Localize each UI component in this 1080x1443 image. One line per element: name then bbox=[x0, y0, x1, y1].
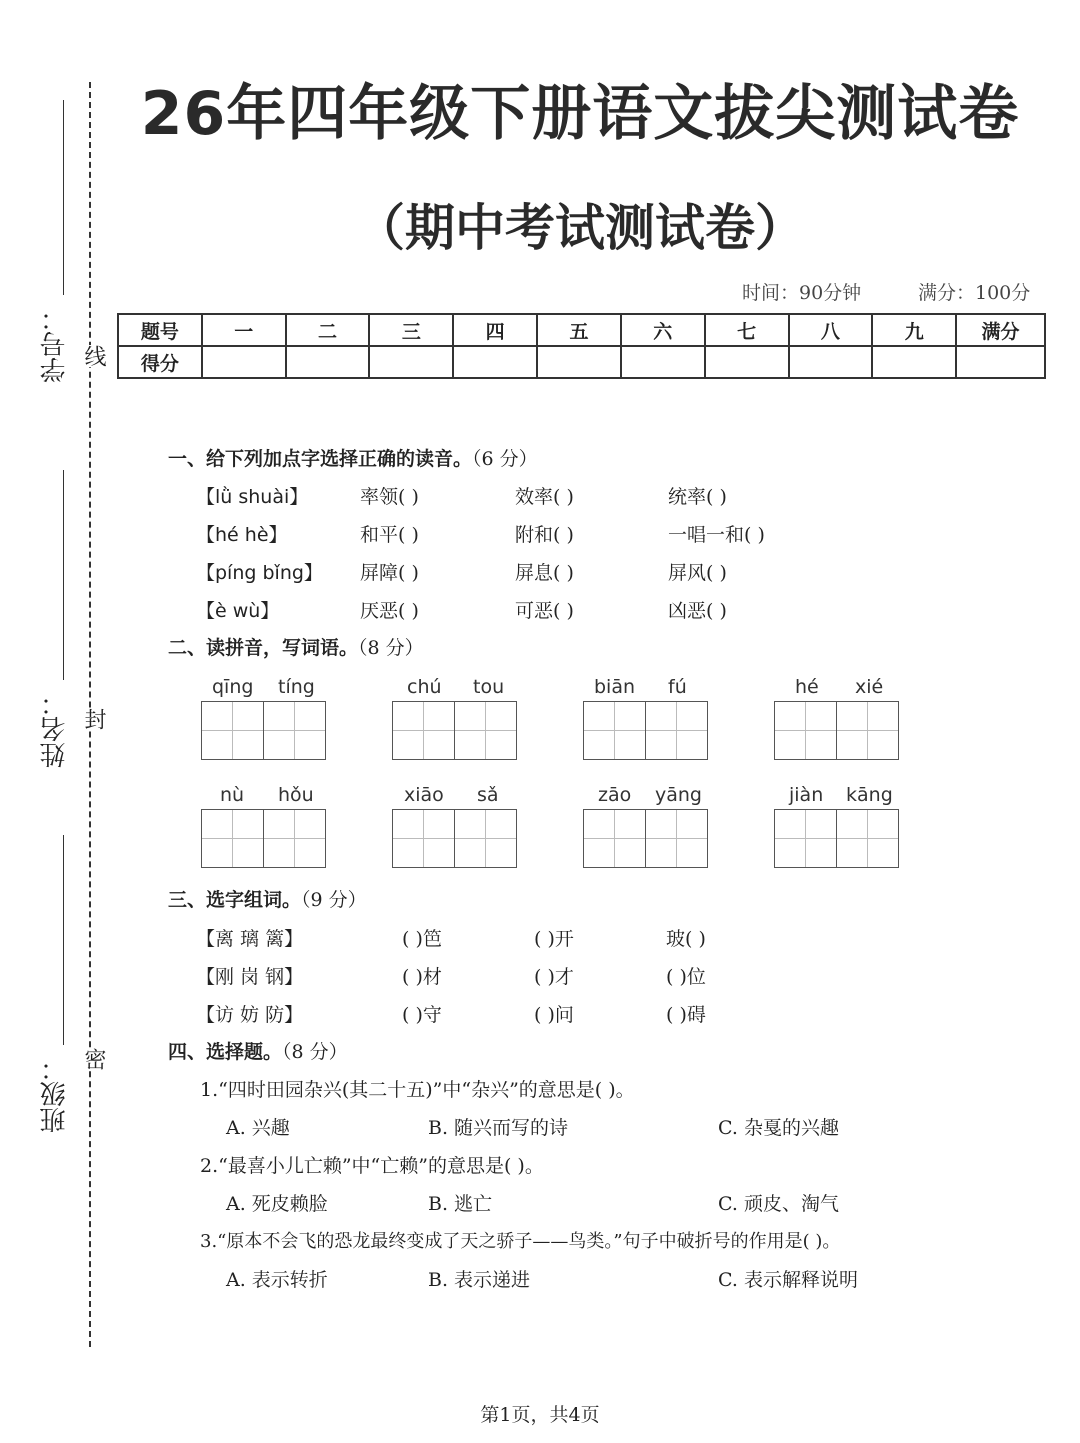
score-input-cell[interactable] bbox=[286, 346, 370, 378]
q1-pinyin-1: 【lǜ shuài】 bbox=[196, 486, 309, 508]
score-table bbox=[117, 313, 1046, 379]
pinyin-label: biān bbox=[594, 676, 636, 698]
q3-item: ( )问 bbox=[534, 1004, 574, 1026]
q3-item: ( )才 bbox=[534, 966, 574, 988]
section-3-title: 三、选字组词。 bbox=[168, 889, 302, 911]
q1-item: 附和( ) bbox=[515, 524, 574, 546]
score-table-score-row bbox=[118, 346, 1045, 378]
q4-option: A. 兴趣 bbox=[226, 1117, 290, 1139]
q1-item: 和平( ) bbox=[360, 524, 419, 546]
score-header-cell: 三 bbox=[369, 314, 453, 346]
class-label: 班级： bbox=[40, 1055, 70, 1133]
tian-grid-box[interactable] bbox=[774, 701, 837, 760]
pinyin-label: hǒu bbox=[278, 784, 314, 806]
q4-option: A. 表示转折 bbox=[226, 1269, 328, 1291]
q3-item: ( )碍 bbox=[666, 1004, 706, 1026]
tian-grid-box[interactable] bbox=[392, 809, 455, 868]
q4-option: C. 表示解释说明 bbox=[718, 1269, 858, 1291]
pinyin-label: xiāo bbox=[404, 784, 444, 806]
tian-grid-box[interactable] bbox=[201, 809, 264, 868]
q3-item: 玻( ) bbox=[666, 928, 706, 950]
q1-item: 效率( ) bbox=[515, 486, 574, 508]
section-3-points: （9 分） bbox=[301, 889, 367, 911]
q3-chars: 【访 妨 防】 bbox=[196, 1004, 304, 1026]
q3-item: ( )开 bbox=[534, 928, 574, 950]
student-id-line bbox=[63, 100, 64, 295]
score-header-cell: 八 bbox=[789, 314, 873, 346]
q1-pinyin-2: 【hé hè】 bbox=[196, 524, 288, 546]
pinyin-label: tíng bbox=[278, 676, 315, 698]
score-input-cell[interactable] bbox=[453, 346, 537, 378]
score-input-cell[interactable] bbox=[621, 346, 705, 378]
section-1-heading bbox=[168, 444, 538, 471]
q4-option: C. 杂戛的兴趣 bbox=[718, 1117, 839, 1139]
q1-item: 屏息( ) bbox=[515, 562, 574, 584]
q1-item: 率领( ) bbox=[360, 486, 419, 508]
q4-option: B. 随兴而写的诗 bbox=[428, 1117, 569, 1139]
name-line bbox=[63, 470, 64, 680]
score-input-cell[interactable] bbox=[789, 346, 873, 378]
q1-pinyin-3: 【píng bǐng】 bbox=[196, 562, 323, 584]
q4-option: B. 逃亡 bbox=[428, 1193, 493, 1215]
pinyin-label: qīng bbox=[212, 676, 254, 698]
section-4-title: 四、选择题。 bbox=[168, 1041, 283, 1063]
pinyin-label: fú bbox=[668, 676, 687, 698]
section-1-title: 一、给下列加点字选择正确的读音。 bbox=[168, 448, 473, 470]
pinyin-label: sǎ bbox=[477, 784, 499, 806]
section-4-points: （8 分） bbox=[282, 1041, 348, 1063]
q1-item: 屏风( ) bbox=[668, 562, 727, 584]
q3-item: ( )位 bbox=[666, 966, 706, 988]
q4-option: A. 死皮赖脸 bbox=[226, 1193, 328, 1215]
q3-item: ( )材 bbox=[402, 966, 442, 988]
q1-item: 厌恶( ) bbox=[360, 600, 419, 622]
tian-grid-box[interactable] bbox=[201, 701, 264, 760]
class-line bbox=[63, 835, 64, 1045]
q4-option: C. 顽皮、淘气 bbox=[718, 1193, 839, 1215]
score-input-cell[interactable] bbox=[872, 346, 956, 378]
student-id-label: 学号： bbox=[40, 305, 70, 383]
score-input-cell[interactable] bbox=[956, 346, 1045, 378]
page-title: 26年四年级下册语文拔尖测试卷 bbox=[140, 79, 1020, 149]
q1-pinyin-4: 【è wù】 bbox=[196, 600, 280, 622]
score-header-cell: 五 bbox=[537, 314, 621, 346]
q1-item: 可恶( ) bbox=[515, 600, 574, 622]
score-header-cell: 七 bbox=[705, 314, 789, 346]
tian-grid-box[interactable] bbox=[263, 701, 326, 760]
q4-question-1: 1.“四时田园杂兴(其二十五)”中“杂兴”的意思是( )。 bbox=[200, 1079, 635, 1101]
exam-time: 时间：90分钟 bbox=[742, 282, 862, 304]
pinyin-label: xié bbox=[855, 676, 884, 698]
score-header-cell: 六 bbox=[621, 314, 705, 346]
score-table-header-row bbox=[118, 314, 1045, 346]
score-input-cell[interactable] bbox=[369, 346, 453, 378]
q3-item: ( )笆 bbox=[402, 928, 442, 950]
tian-grid-box[interactable] bbox=[836, 809, 899, 868]
section-2-points: （8 分） bbox=[358, 637, 424, 659]
binding-char-mi: 密 bbox=[78, 1048, 109, 1070]
pinyin-label: nù bbox=[220, 784, 245, 806]
pinyin-label: chú bbox=[407, 676, 442, 698]
q4-question-2: 2.“最喜小儿亡赖”中“亡赖”的意思是( )。 bbox=[200, 1155, 544, 1177]
q4-question-3: 3.“原本不会飞的恐龙最终变成了天之骄子——鸟类。”句子中破折号的作用是( )。 bbox=[200, 1231, 841, 1252]
page-number: 第1页，共4页 bbox=[480, 1404, 600, 1426]
section-2-heading bbox=[168, 633, 424, 660]
section-3-heading bbox=[168, 885, 367, 912]
pinyin-label: tou bbox=[473, 676, 505, 698]
q1-item: 统率( ) bbox=[668, 486, 727, 508]
score-header-cell: 题号 bbox=[118, 314, 202, 346]
q3-chars: 【离 璃 篱】 bbox=[196, 928, 304, 950]
q3-item: ( )守 bbox=[402, 1004, 442, 1026]
score-input-cell[interactable] bbox=[537, 346, 621, 378]
tian-grid-box[interactable] bbox=[454, 809, 517, 868]
score-header-cell: 四 bbox=[453, 314, 537, 346]
page-subtitle: （期中考试测试卷） bbox=[355, 199, 805, 257]
q1-item: 一唱一和( ) bbox=[668, 524, 765, 546]
tian-grid-box[interactable] bbox=[774, 809, 837, 868]
tian-grid-box[interactable] bbox=[454, 701, 517, 760]
binding-char-xian: 线 bbox=[78, 345, 109, 367]
tian-grid-box[interactable] bbox=[645, 809, 708, 868]
section-4-heading bbox=[168, 1037, 348, 1064]
q3-chars: 【刚 岗 钢】 bbox=[196, 966, 304, 988]
pinyin-label: kāng bbox=[846, 784, 893, 806]
q1-item: 屏障( ) bbox=[360, 562, 419, 584]
score-input-cell[interactable] bbox=[202, 346, 286, 378]
pinyin-label: yāng bbox=[655, 784, 702, 806]
score-row-label: 得分 bbox=[118, 346, 202, 378]
section-2-title: 二、读拼音，写词语。 bbox=[168, 637, 359, 659]
tian-grid-box[interactable] bbox=[392, 701, 455, 760]
section-1-points: （6 分） bbox=[472, 448, 538, 470]
tian-grid-box[interactable] bbox=[645, 701, 708, 760]
q4-option: B. 表示递进 bbox=[428, 1269, 531, 1291]
score-header-cell: 九 bbox=[872, 314, 956, 346]
score-header-cell: 一 bbox=[202, 314, 286, 346]
exam-full-score: 满分：100分 bbox=[918, 282, 1031, 304]
tian-grid-box[interactable] bbox=[836, 701, 899, 760]
tian-grid-box[interactable] bbox=[583, 809, 646, 868]
score-header-cell: 二 bbox=[286, 314, 370, 346]
pinyin-label: zāo bbox=[598, 784, 632, 806]
binding-char-feng: 封 bbox=[78, 708, 109, 730]
q1-item: 凶恶( ) bbox=[668, 600, 727, 622]
score-input-cell[interactable] bbox=[705, 346, 789, 378]
pinyin-label: jiàn bbox=[789, 784, 824, 806]
name-label: 姓名： bbox=[40, 690, 70, 768]
score-header-cell: 满分 bbox=[956, 314, 1045, 346]
tian-grid-box[interactable] bbox=[583, 701, 646, 760]
tian-grid-box[interactable] bbox=[263, 809, 326, 868]
pinyin-label: hé bbox=[795, 676, 819, 698]
